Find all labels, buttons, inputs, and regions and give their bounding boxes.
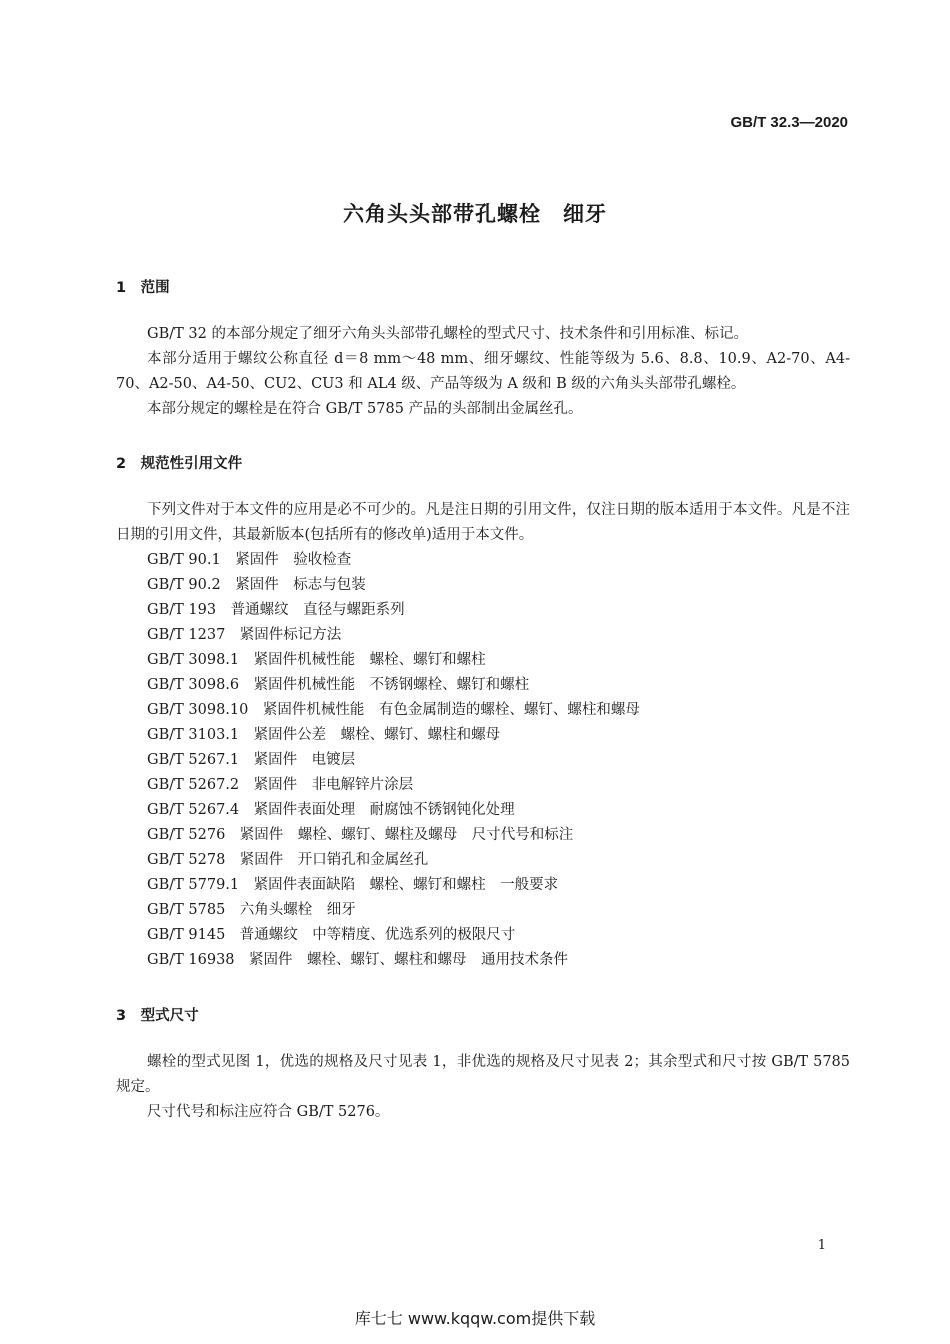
reference-item: GB/T 3098.10 紧固件机械性能 有色金属制造的螺栓、螺钉、螺柱和螺母 bbox=[147, 702, 640, 718]
section-2-intro bbox=[116, 498, 850, 548]
section-1-body bbox=[116, 322, 850, 422]
reference-item: GB/T 5779.1 紧固件表面缺陷 螺栓、螺钉和螺柱 一般要求 bbox=[147, 877, 559, 893]
section-2-heading: 2 规范性引用文件 bbox=[116, 456, 243, 472]
page-number: 1 bbox=[817, 1238, 826, 1253]
reference-item: GB/T 1237 紧固件标记方法 bbox=[147, 627, 342, 643]
scope-paragraph-2: 本部分适用于螺纹公称直径 d＝8 mm～48 mm、细牙螺纹、性能等级为 5.6、8.8、10.9、A2-70、A4-70、A2-50、A4-50、CU2、CU3 和 AL4 级、产品等级为 A 级和 B 级的六角头头部带孔螺栓。 bbox=[116, 351, 850, 392]
scope-paragraph-3: 本部分规定的螺栓是在符合 GB/T 5785 产品的头部制出金属丝孔。 bbox=[147, 401, 583, 417]
reference-item: GB/T 90.1 紧固件 验收检查 bbox=[147, 552, 352, 568]
download-footer: 库七七 www.kqqw.com提供下载 bbox=[354, 1309, 596, 1328]
reference-item: GB/T 5276 紧固件 螺栓、螺钉、螺柱及螺母 尺寸代号和标注 bbox=[147, 827, 574, 843]
section-3-heading: 3 型式尺寸 bbox=[116, 1008, 199, 1024]
reference-item: GB/T 5267.1 紧固件 电镀层 bbox=[147, 752, 356, 768]
reference-item: GB/T 16938 紧固件 螺栓、螺钉、螺柱和螺母 通用技术条件 bbox=[147, 952, 569, 968]
section-3-body bbox=[116, 1050, 850, 1125]
scope-paragraph-1: GB/T 32 的本部分规定了细牙六角头头部带孔螺栓的型式尺寸、技术条件和引用标准、标记。 bbox=[147, 326, 748, 342]
reference-item: GB/T 3098.6 紧固件机械性能 不锈钢螺栓、螺钉和螺柱 bbox=[147, 677, 530, 693]
form-dimension-paragraph-1: 螺栓的型式见图 1，优选的规格及尺寸见表 1，非优选的规格及尺寸见表 2；其余型式和尺寸按 GB/T 5785规定。 bbox=[116, 1054, 850, 1095]
standard-number: GB/T 32.3—2020 bbox=[730, 114, 848, 131]
reference-item: GB/T 3103.1 紧固件公差 螺栓、螺钉、螺柱和螺母 bbox=[147, 727, 501, 743]
reference-item: GB/T 5785 六角头螺栓 细牙 bbox=[147, 902, 356, 918]
reference-item: GB/T 193 普通螺纹 直径与螺距系列 bbox=[147, 602, 405, 618]
document-title: 六角头头部带孔螺栓 细牙 bbox=[343, 202, 607, 226]
reference-item: GB/T 5267.2 紧固件 非电解锌片涂层 bbox=[147, 777, 414, 793]
reference-item: GB/T 3098.1 紧固件机械性能 螺栓、螺钉和螺柱 bbox=[147, 652, 486, 668]
reference-item: GB/T 5278 紧固件 开口销孔和金属丝孔 bbox=[147, 852, 429, 868]
reference-item: GB/T 90.2 紧固件 标志与包装 bbox=[147, 577, 366, 593]
reference-list bbox=[147, 548, 640, 973]
normative-intro-paragraph: 下列文件对于本文件的应用是必不可少的。凡是注日期的引用文件，仅注日期的版本适用于本文件。凡是不注日期的引用文件，其最新版本(包括所有的修改单)适用于本文件。 bbox=[116, 502, 850, 543]
section-1-heading: 1 范围 bbox=[116, 280, 170, 296]
reference-item: GB/T 9145 普通螺纹 中等精度、优选系列的极限尺寸 bbox=[147, 927, 516, 943]
reference-item: GB/T 5267.4 紧固件表面处理 耐腐蚀不锈钢钝化处理 bbox=[147, 802, 515, 818]
form-dimension-paragraph-2: 尺寸代号和标注应符合 GB/T 5276。 bbox=[147, 1104, 390, 1120]
